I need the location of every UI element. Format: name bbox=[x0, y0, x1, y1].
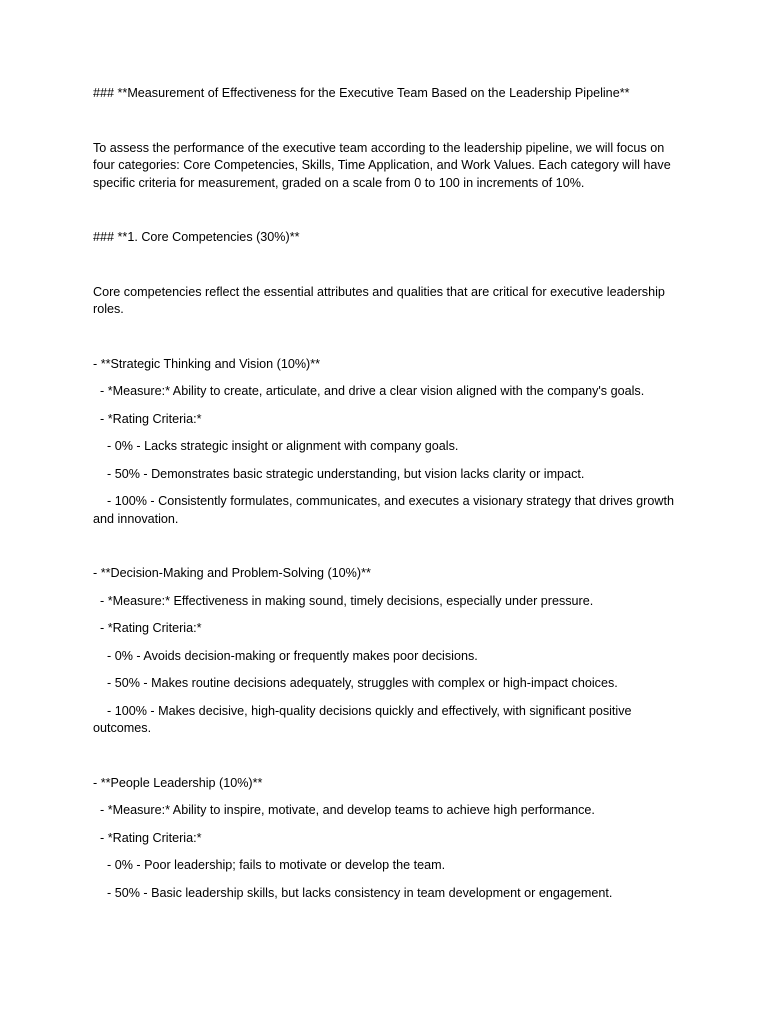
item-criteria: - *Rating Criteria:* bbox=[93, 830, 202, 845]
item-measure: - *Measure:* Effectiveness in making sound, timely decisions, especially under pressure. bbox=[93, 593, 594, 608]
item-title: - **Strategic Thinking and Vision (10%)** bbox=[93, 356, 321, 371]
rating-50: - 50% - Basic leadership skills, but lacks consistency in team development or engagement. bbox=[93, 885, 613, 900]
intro-paragraph: To assess the performance of the executive team according to the leadership pipeline, we will focus on four categories: Core Competencies, Skills, Time Application, and Work Values. Each category will have specific criteria for measurement, graded on a scale from 0 to 100 in increments of 10%. bbox=[93, 140, 675, 190]
rating-50: - 50% - Demonstrates basic strategic understanding, but vision lacks clarity or impact. bbox=[93, 466, 585, 481]
section1-intro: Core competencies reflect the essential attributes and qualities that are critical for executive leadership roles. bbox=[93, 284, 669, 316]
rating-100: - 100% - Makes decisive, high-quality decisions quickly and effectively, with significant positive outcomes. bbox=[93, 703, 636, 735]
rating-50: - 50% - Makes routine decisions adequately, struggles with complex or high-impact choices. bbox=[93, 676, 618, 690]
document-page bbox=[93, 85, 683, 902]
main-heading: ### **Measurement of Effectiveness for the Executive Team Based on the Leadership Pipeline** bbox=[93, 86, 630, 100]
rating-100: - 100% - Consistently formulates, communicates, and executes a visionary strategy that drives growth and innovation. bbox=[93, 494, 678, 526]
item-title: - **Decision-Making and Problem-Solving (10%)** bbox=[93, 566, 371, 580]
item-measure: - *Measure:* Ability to create, articulate, and drive a clear vision aligned with the company's goals. bbox=[93, 384, 645, 398]
item-criteria: - *Rating Criteria:* bbox=[93, 411, 202, 426]
section1-heading: ### **1. Core Competencies (30%)** bbox=[93, 230, 300, 244]
rating-0: - 0% - Lacks strategic insight or alignment with company goals. bbox=[93, 439, 459, 453]
item-measure: - *Measure:* Ability to inspire, motivate, and develop teams to achieve high performance. bbox=[93, 803, 595, 817]
rating-0: - 0% - Poor leadership; fails to motivate or develop the team. bbox=[93, 858, 446, 872]
rating-0: - 0% - Avoids decision-making or frequently makes poor decisions. bbox=[93, 648, 478, 663]
item-title: - **People Leadership (10%)** bbox=[93, 775, 263, 790]
item-criteria: - *Rating Criteria:* bbox=[93, 621, 202, 635]
